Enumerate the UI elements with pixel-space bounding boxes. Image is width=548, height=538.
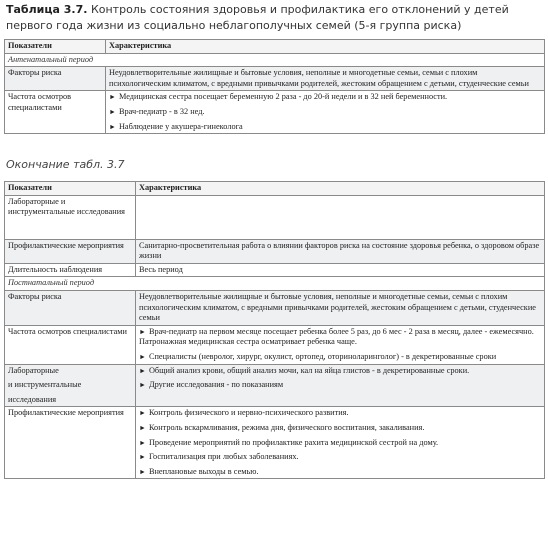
arrow-marker-icon: ►	[139, 352, 146, 361]
list-item: ► Общий анализ крови, общий анализ мочи, кал на яйца глистов - в декретированные сроки.	[139, 365, 470, 375]
row-label: Факторы риска	[5, 290, 136, 325]
row-list	[136, 364, 545, 407]
arrow-marker-icon: ►	[109, 122, 116, 131]
table-caption	[6, 2, 544, 34]
row-text: Неудовлетворительные жилищные и бытовые условия, неполные и многодетные семьи, семьи с плохим психологическим климатом, с вредными привычками родителей, жестоким обращением с детьми, студенческие семьи	[136, 290, 545, 325]
section-postnatal: Постнатальный период	[5, 277, 545, 291]
row-label: Частота осмотров специалистами	[5, 325, 136, 364]
row-label: Факторы риска	[5, 67, 106, 91]
arrow-marker-icon: ►	[139, 423, 146, 432]
arrow-marker-icon: ►	[139, 366, 146, 375]
row-label: Длительность наблюдения	[5, 263, 136, 277]
table-row	[5, 325, 545, 364]
arrow-marker-icon: ►	[139, 438, 146, 447]
header-characteristic: Характеристика	[136, 182, 545, 196]
row-text: Санитарно-просветительная работа о влиянии факторов риска на состояние здоровья ребенка, о здоровом образе жизни	[136, 239, 545, 263]
header-characteristic: Характеристика	[106, 40, 545, 54]
arrow-marker-icon: ►	[139, 409, 146, 418]
arrow-marker-icon: ►	[109, 93, 116, 102]
row-label: Лабораторные и инструментальные исследования	[5, 364, 136, 407]
row-text	[136, 195, 545, 239]
list-item: ► Врач-педиатр - в 32 нед.	[109, 106, 205, 116]
table-number: Таблица 3.7.	[6, 3, 88, 16]
section-row-antenatal	[5, 53, 545, 67]
header-row	[5, 182, 545, 196]
arrow-marker-icon: ►	[139, 467, 146, 476]
list-item: ► Другие исследования - по показаниям	[139, 380, 284, 390]
row-list	[136, 325, 545, 364]
table-row	[5, 195, 545, 239]
arrow-marker-icon: ►	[139, 327, 146, 336]
list-item: ► Проведение мероприятий по профилактике рахита медицинской сестрой на дому.	[139, 437, 439, 447]
row-text: Весь период	[136, 263, 545, 277]
list-item: ► Специалисты (невролог, хирург, окулист, ортопед, оториноларинголог) - в декретированные сроки	[139, 351, 497, 361]
table-row	[5, 263, 545, 277]
table-title: Контроль состояния здоровья и профилактика его отклонений у детей первого года жизни из социально неблагополучных семей (5-я группа риска)	[6, 3, 509, 32]
continuation-label: Окончание табл. 3.7	[6, 158, 125, 171]
list-item: ► Медицинская сестра посещает беременную 2 раза - до 20-й недели и в 32 ней беременности.	[109, 92, 448, 102]
header-row	[5, 40, 545, 54]
row-list	[106, 91, 545, 134]
list-item: ► Госпитализация при любых заболеваниях.	[139, 452, 299, 462]
table-row	[5, 364, 545, 407]
list-item: ► Контроль вскармливания, режима дня, физического воспитания, закаливания.	[139, 422, 425, 432]
table-part-2	[4, 181, 545, 479]
row-label: Лабораторные и инструментальные исследования	[5, 195, 136, 239]
row-label: Частота осмотров специалистами	[5, 91, 106, 134]
table-row	[5, 407, 545, 479]
arrow-marker-icon: ►	[109, 107, 116, 116]
table-part-1	[4, 39, 545, 134]
row-text: Неудовлетворительные жилищные и бытовые условия, неполные и многодетные семьи, семьи с плохим психологическим климатом, с вредными привычками родителей, жестоким обращением с детьми, студенческие семьи	[106, 67, 545, 91]
header-indicators: Показатели	[5, 182, 136, 196]
list-item: ► Контроль физического и нервно-психического развития.	[139, 408, 349, 418]
table-row	[5, 91, 545, 134]
list-item: ► Внеплановые выходы в семью.	[139, 466, 259, 476]
header-indicators: Показатели	[5, 40, 106, 54]
row-label: Профилактические мероприятия	[5, 239, 136, 263]
table-row	[5, 290, 545, 325]
list-item: ► Наблюдение у акушера-гинеколога	[109, 121, 243, 131]
arrow-marker-icon: ►	[139, 381, 146, 390]
section-row-postnatal	[5, 277, 545, 291]
row-label: Профилактические мероприятия	[5, 407, 136, 479]
list-item: ► Врач-педиатр на первом месяце посещает ребенка более 5 раз, до 6 мес - 2 раза в месяц, далее - ежемесячно. Патронажная медицинская сестра осматривает ребенка чаще.	[139, 326, 534, 347]
table-row	[5, 67, 545, 91]
arrow-marker-icon: ►	[139, 453, 146, 462]
section-antenatal: Антенатальный период	[5, 53, 545, 67]
row-list	[136, 407, 545, 479]
table-row	[5, 239, 545, 263]
